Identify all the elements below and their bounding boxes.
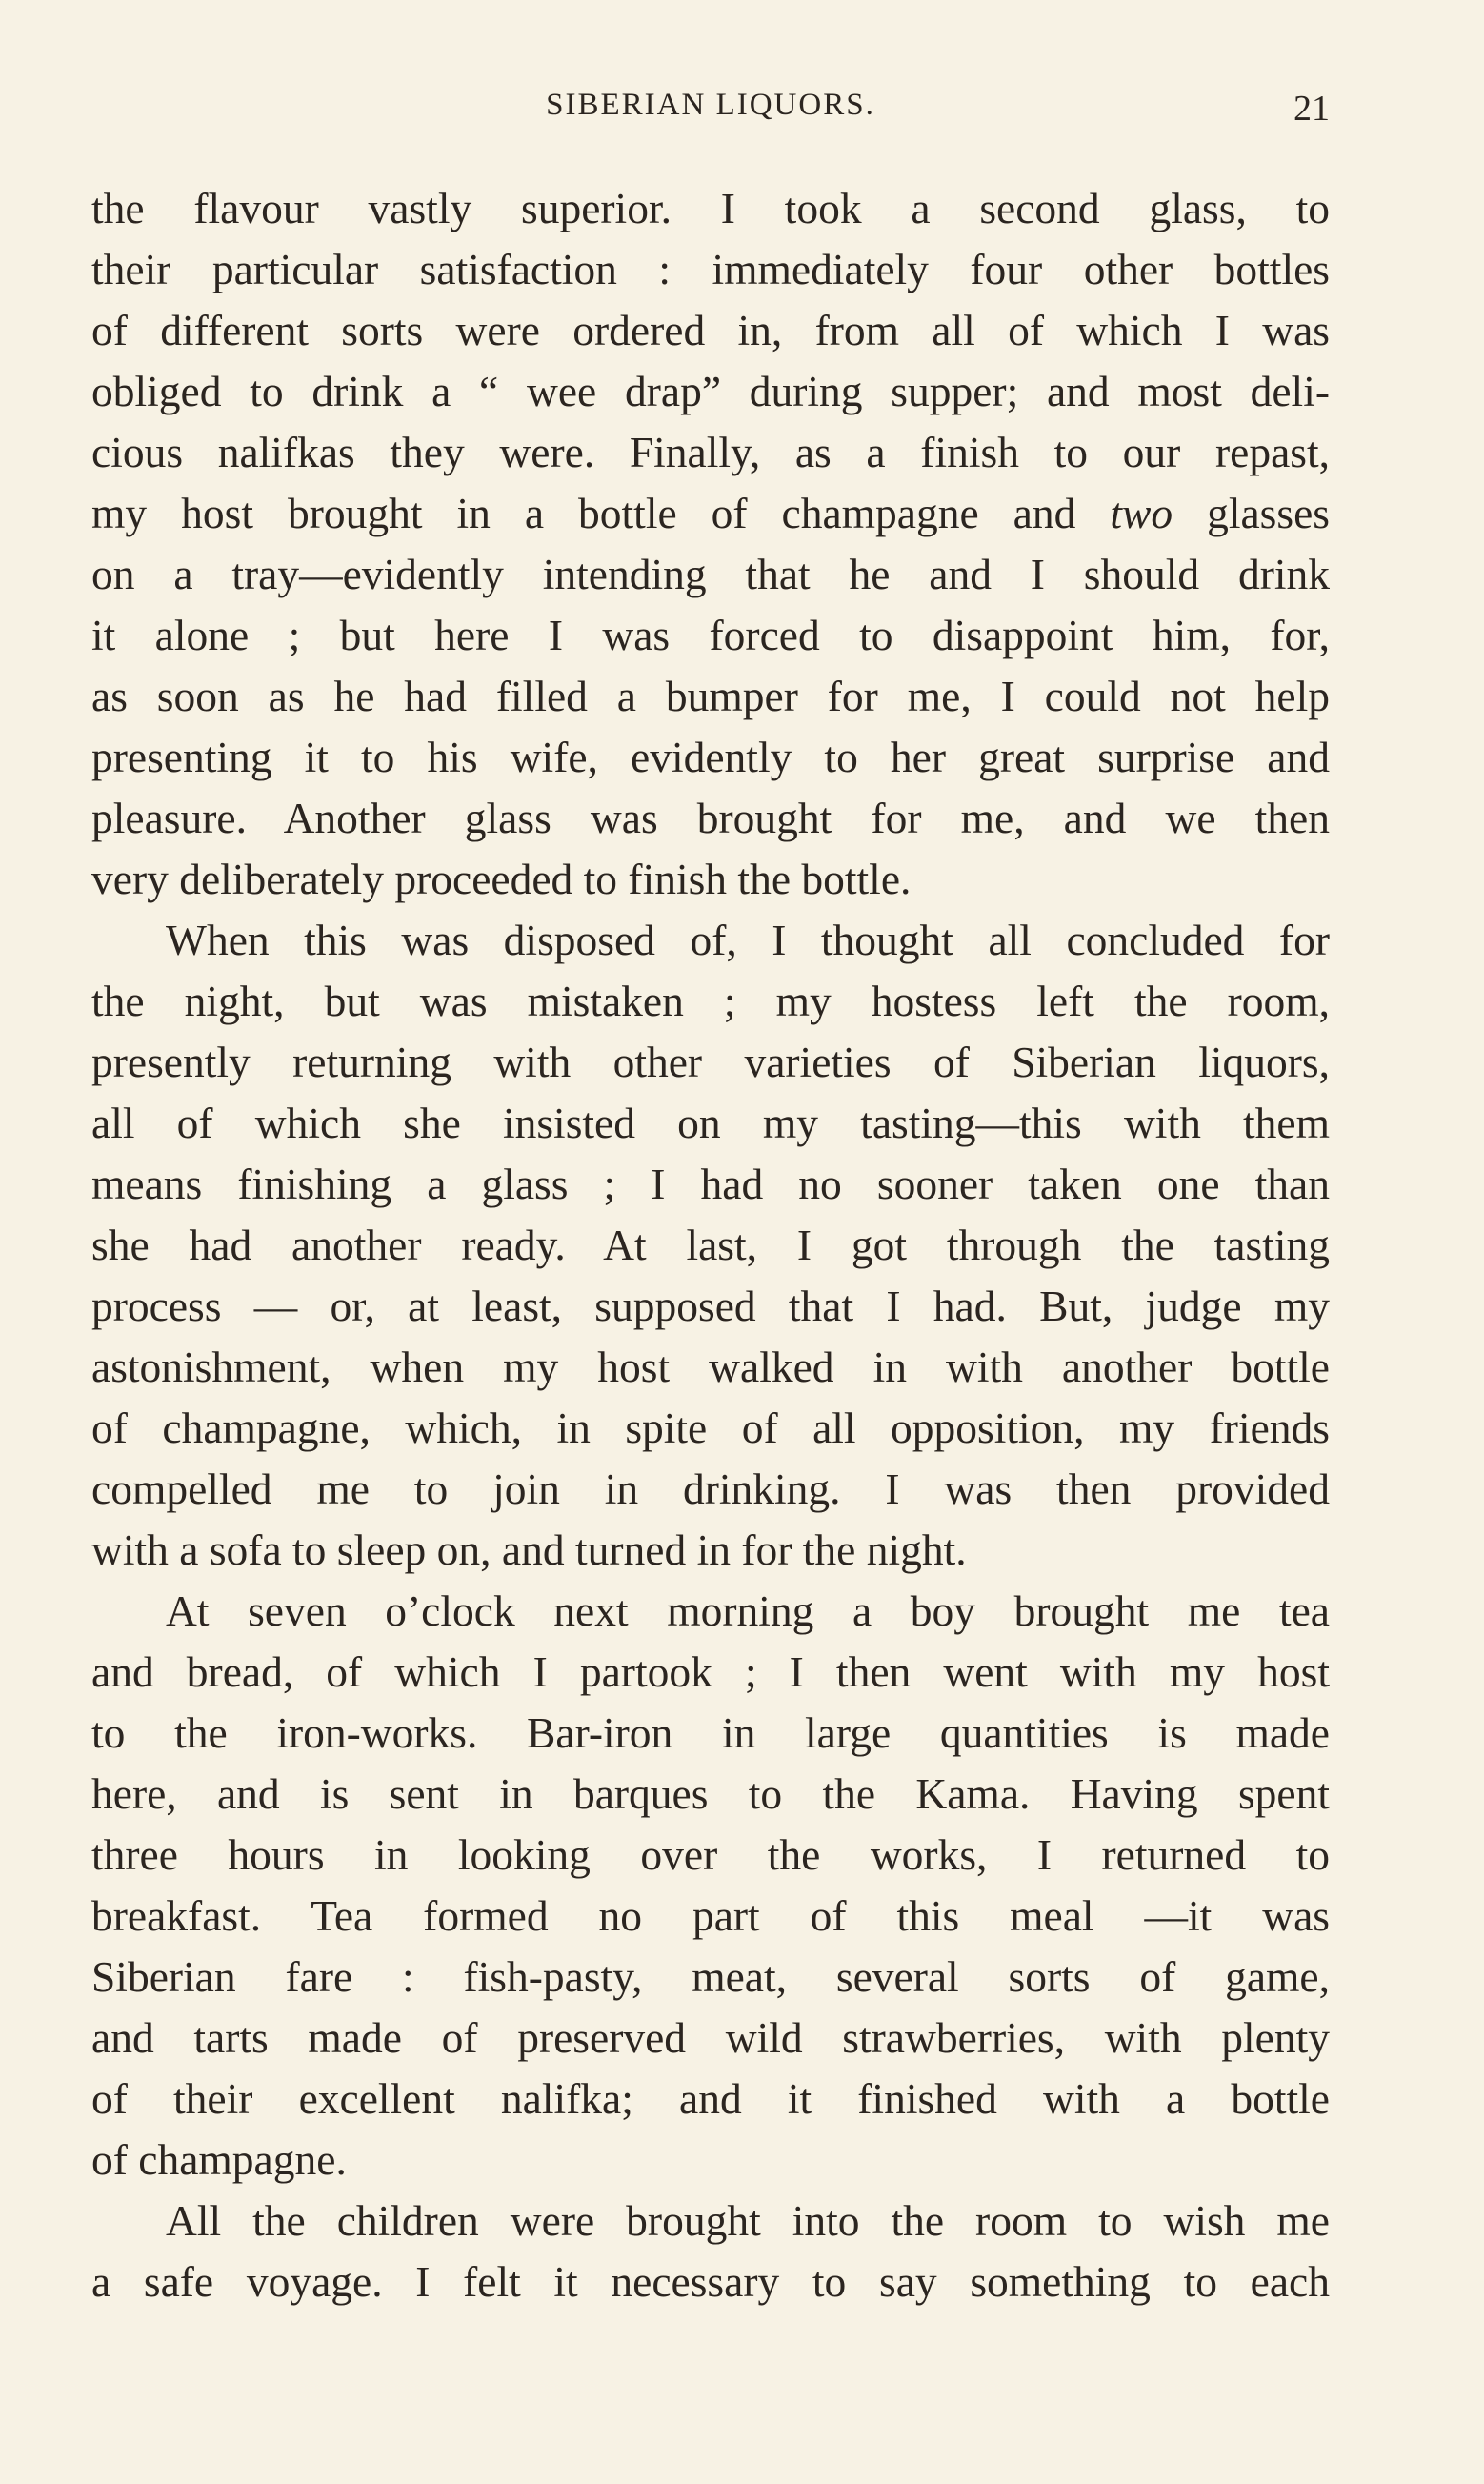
text-line: All the children were brought into the room to wish me <box>166 2196 1330 2245</box>
text-line: and tarts made of preserved wild strawberries, with plenty <box>91 2013 1330 2062</box>
text-line: and bread, of which I partook ; I then went with my host <box>91 1647 1330 1696</box>
text-line: obliged to drink a “ wee drap” during supper; and most deli- <box>91 367 1330 415</box>
text-line: cious nalifkas they were. Finally, as a finish to our repast, <box>91 428 1330 476</box>
text-line: means finishing a glass ; I had no sooner taken one than <box>91 1160 1330 1208</box>
text-line: the flavour vastly superior. I took a second glass, to <box>91 184 1330 232</box>
text-line: of their excellent nalifka; and it finished with a bottle <box>91 2074 1330 2123</box>
text-line: it alone ; but here I was forced to disappoint him, for, <box>91 611 1330 659</box>
text-line: presenting it to his wife, evidently to her great surprise and <box>91 733 1330 781</box>
text-line: all of which she insisted on my tasting—this with them <box>91 1099 1330 1147</box>
text-line: breakfast. Tea formed no part of this meal —it was <box>91 1891 1330 1940</box>
text-line: here, and is sent in barques to the Kama. Having spent <box>91 1769 1330 1818</box>
text-line: a safe voyage. I felt it necessary to say something to each <box>91 2257 1330 2306</box>
text-line: Siberian fare : fish-pasty, meat, several sorts of game, <box>91 1952 1330 2001</box>
text-line: with a sofa to sleep on, and turned in for the night. <box>91 1525 967 1574</box>
text-line: their particular satisfaction : immediately four other bottles <box>91 245 1330 293</box>
emphasis: two <box>1110 489 1173 537</box>
running-head <box>91 88 1330 133</box>
text-line: to the iron-works. Bar-iron in large quantities is made <box>91 1708 1330 1757</box>
text-line: presently returning with other varieties of Siberian liquors, <box>91 1038 1330 1086</box>
text-line: the night, but was mistaken ; my hostess left the room, <box>91 977 1330 1025</box>
text-line: three hours in looking over the works, I returned to <box>91 1830 1330 1879</box>
text-line: At seven o’clock next morning a boy brought me tea <box>166 1586 1330 1635</box>
text-line: pleasure. Another glass was brought for me, and we then <box>91 794 1330 842</box>
text-line: she had another ready. At last, I got through the tasting <box>91 1221 1330 1269</box>
page-number: 21 <box>1293 89 1330 129</box>
running-title: SIBERIAN LIQUORS. <box>546 88 875 122</box>
text-line: of champagne, which, in spite of all opposition, my friends <box>91 1404 1330 1452</box>
text-line: astonishment, when my host walked in with another bottle <box>91 1343 1330 1391</box>
text-line: on a tray—evidently intending that he and I should drink <box>91 550 1330 598</box>
text-line: as soon as he had filled a bumper for me, I could not help <box>91 672 1330 720</box>
text-line: of different sorts were ordered in, from all of which I was <box>91 306 1330 354</box>
text-line: my host brought in a bottle of champagne and two glasses <box>91 489 1330 537</box>
text-line: of champagne. <box>91 2135 347 2184</box>
text-line: very deliberately proceeded to finish the bottle. <box>91 855 912 903</box>
text-line: compelled me to join in drinking. I was then provided <box>91 1464 1330 1513</box>
text-line: process — or, at least, supposed that I had. But, judge my <box>91 1282 1330 1330</box>
text-line: When this was disposed of, I thought all concluded for <box>166 916 1330 964</box>
